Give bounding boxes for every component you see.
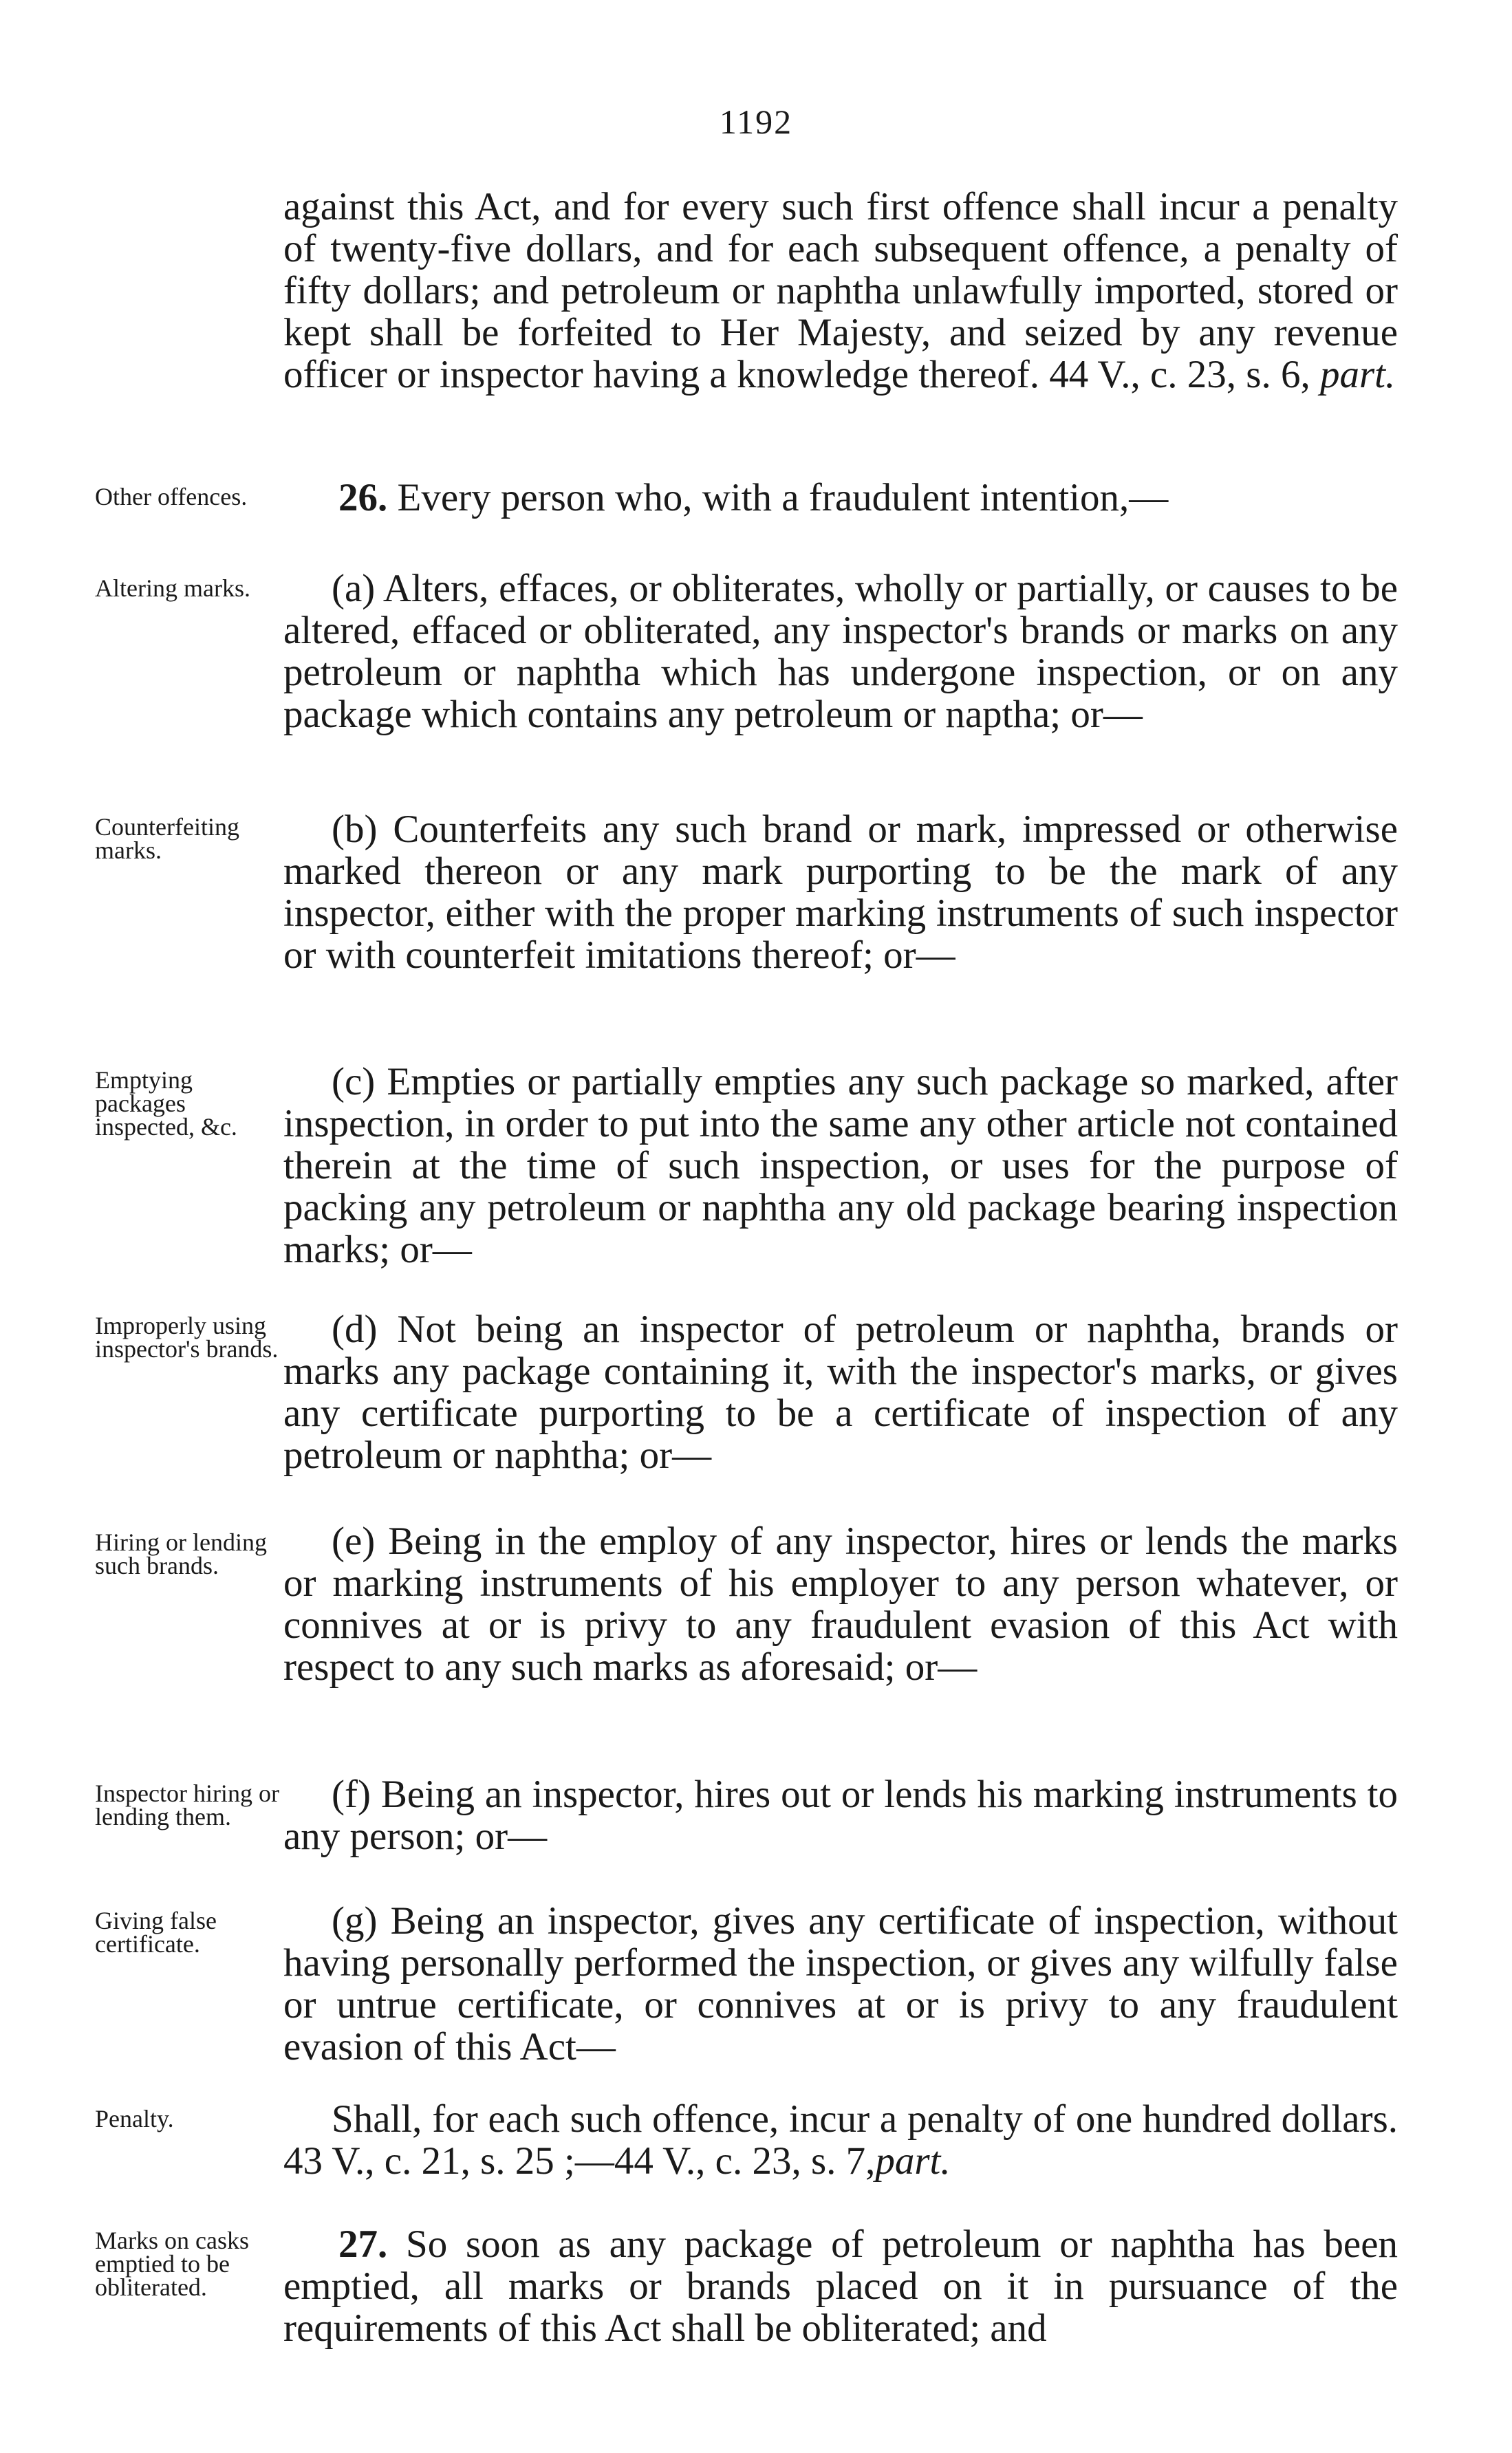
clause-b-label: (b) [332, 808, 378, 851]
clause-g [283, 1900, 1398, 2068]
clause-g-label: (g) [332, 1899, 378, 1943]
clause-d [283, 1308, 1398, 1476]
clause-c [283, 1061, 1398, 1271]
clause-e [283, 1520, 1398, 1688]
side-note-improperly-using: Improperly using inspector's brands. [95, 1312, 279, 1363]
side-note-other-offences: Other offences. [95, 483, 248, 510]
side-note-counterfeiting-marks: Counterfeiting marks. [95, 813, 239, 864]
penalty-text: Shall, for each such offence, incur a penalty of one hundred dollars. 43 V., c. 21, s. 25 ;—44 V., c. 23, s. 7, [283, 2097, 1398, 2183]
section-27-number: 27. [338, 2223, 388, 2266]
section-27-text: So soon as any package of petroleum or naphtha has been emptied, all marks or brands placed on it in pursuance of the requirements of this Act shall be obliterated; and [283, 2223, 1398, 2350]
clause-e-text: Being in the employ of any inspector, hires or lends the marks or marking instruments of his employer to any person whatever, or connives at or is privy to any fraudulent evasion of this Act with respect to any such marks as aforesaid; or— [283, 1520, 1398, 1689]
intro-paragraph [283, 186, 1398, 396]
clause-d-label: (d) [332, 1308, 378, 1351]
clause-f-label: (f) [332, 1773, 371, 1816]
side-note-hiring-or-lending: Hiring or lending such brands. [95, 1528, 267, 1579]
clause-f [283, 1773, 1398, 1857]
clause-e-label: (e) [332, 1520, 376, 1563]
section-27 [283, 2223, 1398, 2349]
clause-a-text: Alters, effaces, or obliterates, wholly or partially, or causes to be altered, effaced or obliterated, any inspector's brands or marks on any petroleum or naphtha which has undergone inspection, or on any package which contains any petroleum or naptha; or— [283, 567, 1398, 736]
clause-c-text: Empties or partially empties any such package so marked, after inspection, in order to put into the same any other article not contained therein at the time of such inspection, or uses for the purpose of packing any petroleum or naphtha any old package bearing inspection marks; or— [283, 1060, 1398, 1271]
clause-a-label: (a) [332, 567, 376, 610]
clause-a [283, 568, 1398, 735]
intro-text: against this Act, and for every such first offence shall incur a penalty of twenty-five dollars, and for each subsequent offence, a penalty of fifty dollars; and petroleum or naphtha unlawfully imported, stored or kept shall be forfeited to Her Majesty, and seized by any revenue officer or inspector having a knowledge thereof. [283, 185, 1398, 396]
clause-d-text: Not being an inspector of petroleum or naphtha, brands or marks any package containing it, with the inspector's marks, or gives any certificate purporting to be a certificate of inspection of any petroleum or naphtha; or— [283, 1308, 1398, 1477]
side-note-penalty: Penalty. [95, 2105, 174, 2132]
side-note-emptying-packages: Emptying packages inspected, &c. [95, 1066, 237, 1141]
penalty-paragraph [283, 2098, 1398, 2182]
intro-citation: 44 V., c. 23, s. 6, [1049, 353, 1310, 396]
clause-g-text: Being an inspector, gives any certificate of inspection, without having personally performed the inspection, or gives any wilfully false or untrue certificate, or connives at or is privy to any fraudulent evasion of this Act— [283, 1899, 1398, 2068]
section-26-heading [283, 477, 1398, 519]
side-note-inspector-hiring: Inspector hiring or lending them. [95, 1780, 279, 1830]
side-note-altering-marks: Altering marks. [95, 574, 250, 602]
intro-citation-part: part. [1319, 353, 1396, 396]
page-number: 1192 [719, 102, 793, 141]
side-note-marks-on-casks: Marks on casks emptied to be obliterated. [95, 2227, 249, 2301]
side-note-giving-false: Giving false certificate. [95, 1907, 217, 1958]
clause-b [283, 808, 1398, 976]
section-26-number: 26. [338, 476, 388, 519]
clause-b-text: Counterfeits any such brand or mark, impressed or otherwise marked thereon or any mark purporting to be the mark of any inspector, either with the proper marking instruments of such inspector or with counterfeit imitations thereof; or— [283, 808, 1398, 977]
section-26-text: Every person who, with a fraudulent intention,— [397, 476, 1169, 519]
clause-f-text: Being an inspector, hires out or lends his marking instruments to any person; or— [283, 1773, 1398, 1858]
clause-c-label: (c) [332, 1060, 376, 1103]
penalty-citation-part: part. [875, 2139, 951, 2183]
